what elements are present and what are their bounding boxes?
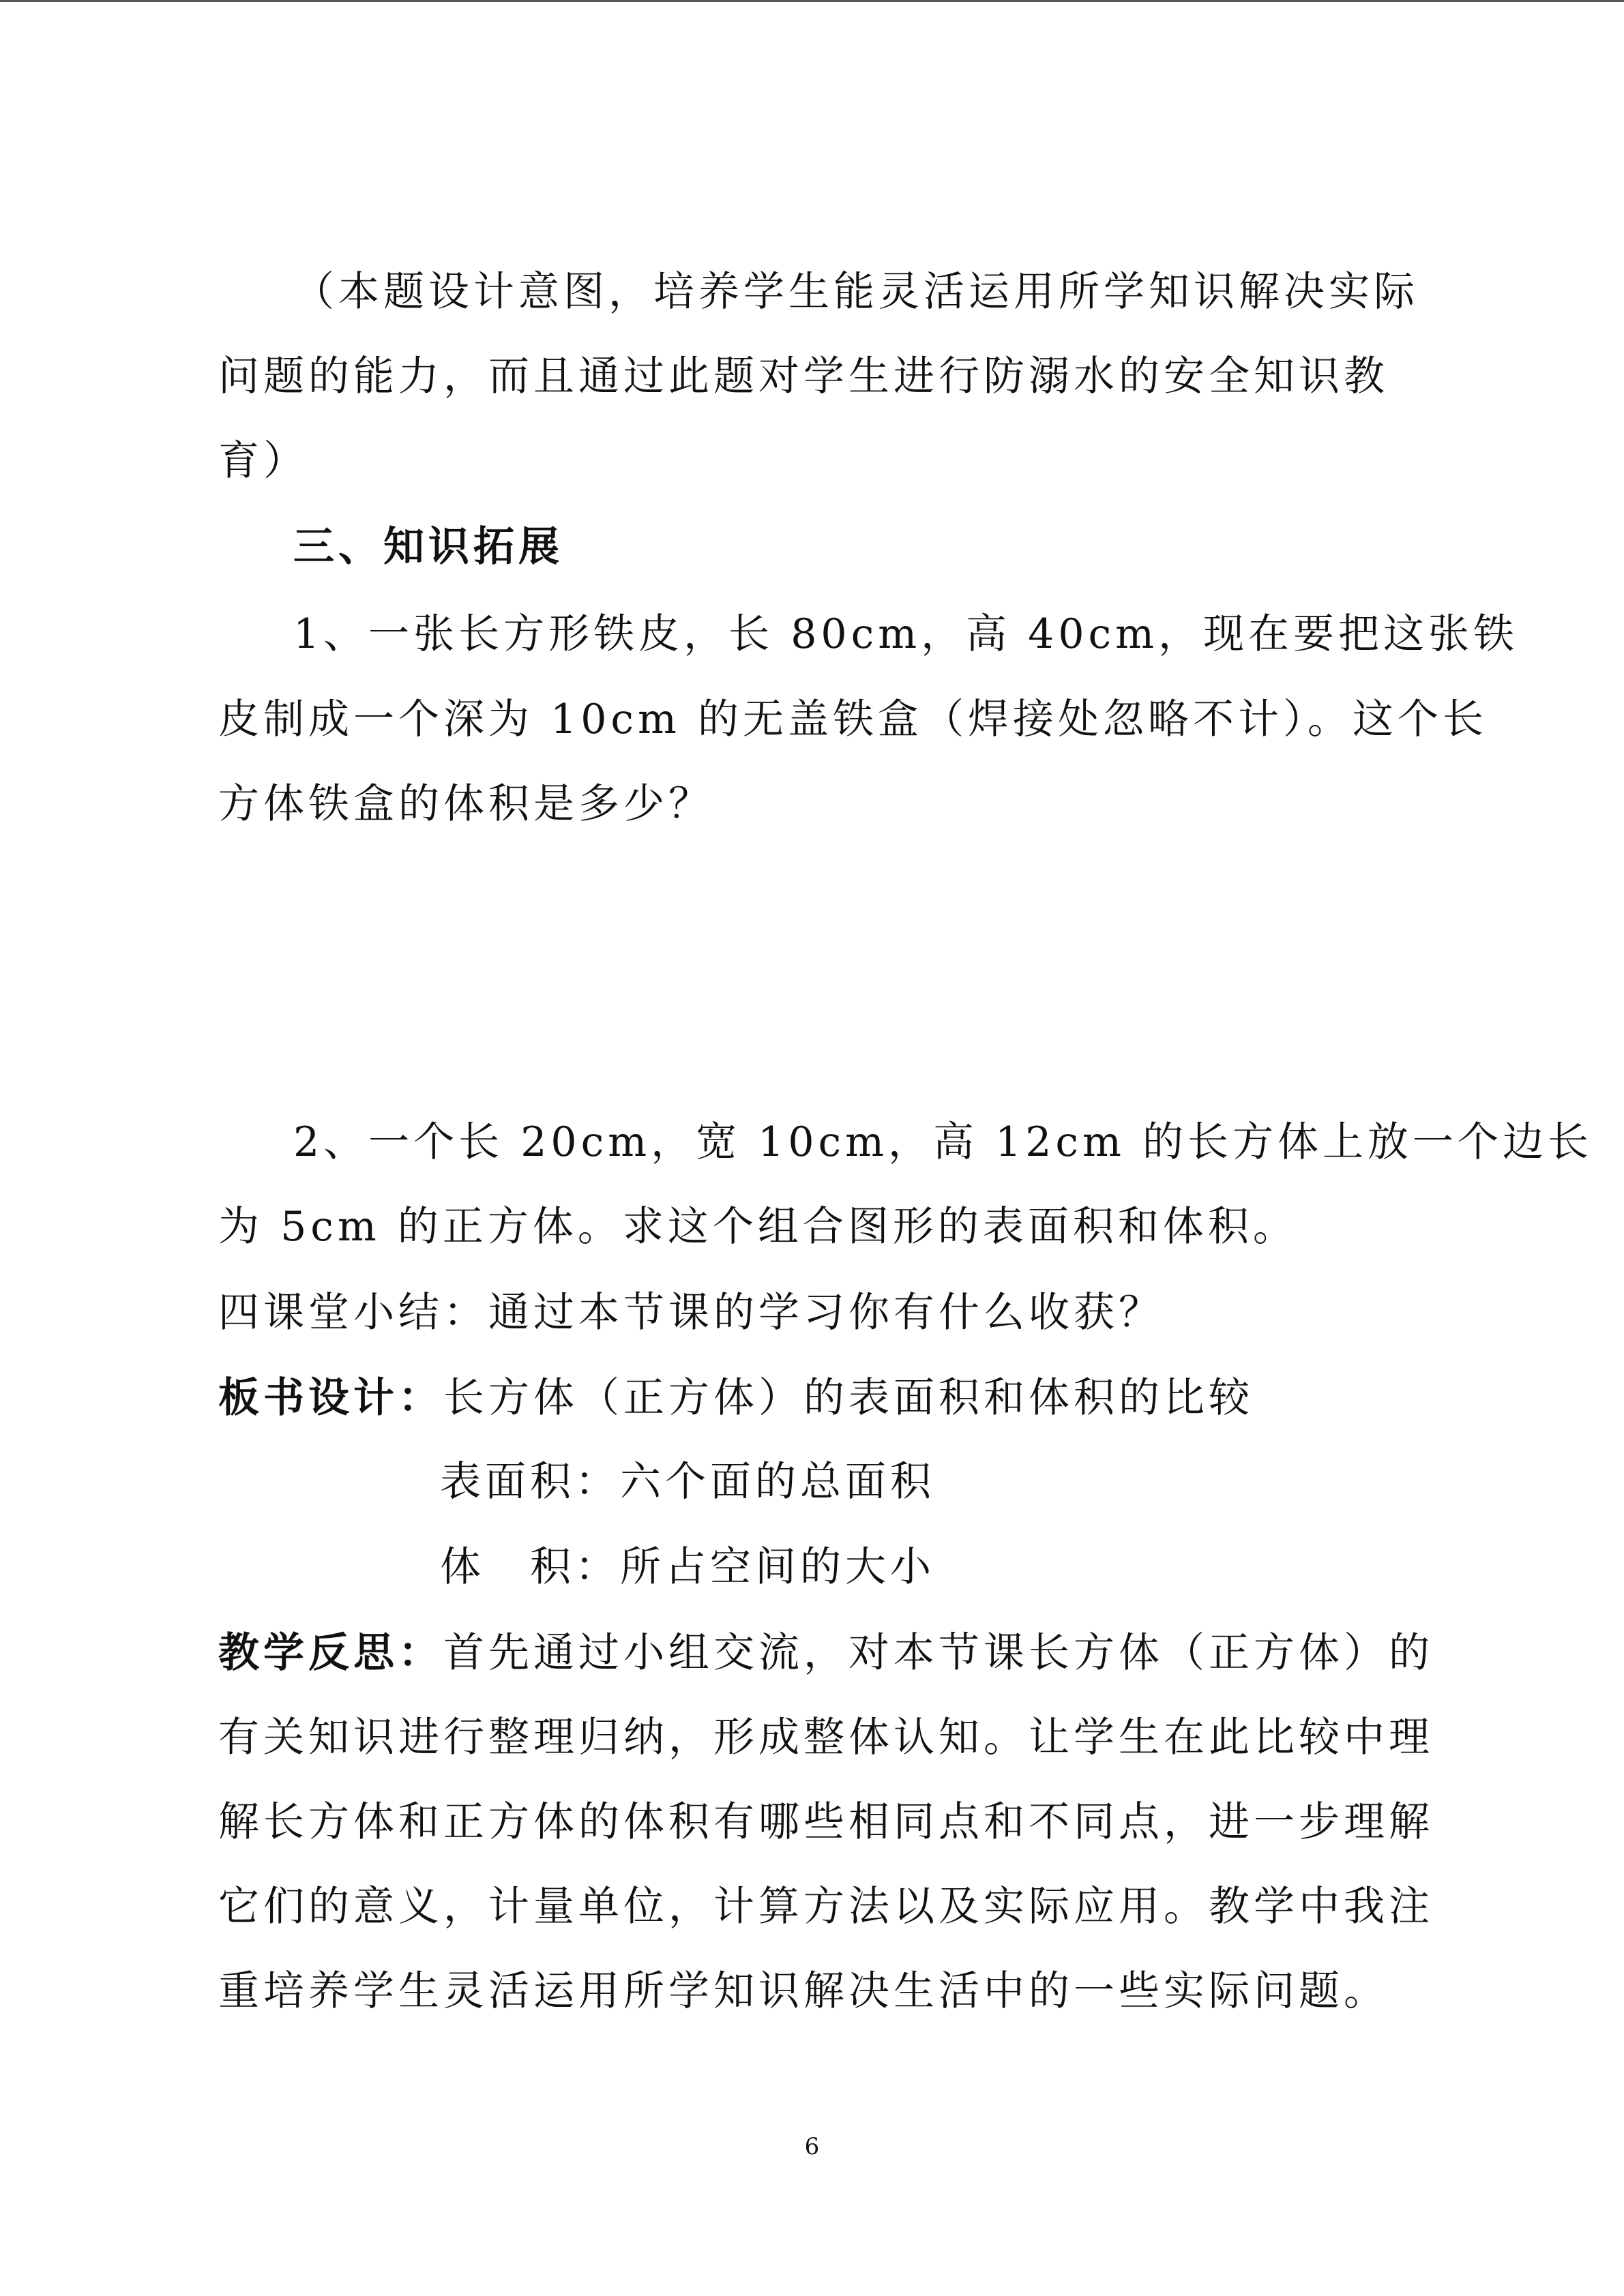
question-1-line-2: 皮制成一个深为 10cm 的无盖铁盒（焊接处忽略不计）。这个长 (218, 696, 1488, 743)
design-intent-line-2: 问题的能力，而且通过此题对学生进行防溺水的安全知识教 (218, 353, 1389, 400)
board-design-title-line (218, 1371, 1419, 1425)
board-design-title: 长方体（正方体）的表面积和体积的比较 (443, 1374, 1254, 1422)
reflection-line-1 (218, 1626, 1434, 1680)
reflection-line-5: 重培养学生灵活运用所学知识解决生活中的一些实际问题。 (218, 1967, 1389, 2015)
board-design-item-1: 表面积：六个面的总面积 (440, 1458, 935, 1506)
reflection-line-2: 有关知识进行整理归纳，形成整体认知。让学生在此比较中理 (218, 1714, 1434, 1761)
reflection-text-1: 首先通过小组交流，对本节课长方体（正方体）的 (443, 1629, 1434, 1677)
question-2-line-2: 为 5cm 的正方体。求这个组合图形的表面积和体积。 (218, 1203, 1298, 1251)
reflection-line-4: 它们的意义，计量单位，计算方法以及实际应用。教学中我注 (218, 1883, 1434, 1930)
design-intent-line-3: 育） (218, 437, 308, 485)
question-1-line-1: 1、一张长方形铁皮，长 80cm，高 40cm，现在要把这张铁 (293, 610, 1519, 658)
top-border (0, 0, 1624, 2)
page-number: 6 (804, 2133, 820, 2160)
question-1-line-3: 方体铁盒的体积是多少？ (218, 780, 713, 828)
reflection-label: 教学反思： (218, 1629, 443, 1677)
question-2-line-1: 2、一个长 20cm，宽 10cm，高 12cm 的长方体上放一个边长 (293, 1118, 1593, 1166)
board-design-label: 板书设计： (218, 1374, 443, 1422)
class-summary: 四课堂小结：通过本节课的学习你有什么收获？ (218, 1289, 1164, 1337)
reflection-line-3: 解长方体和正方体的体积有哪些相同点和不同点，进一步理解 (218, 1798, 1434, 1846)
board-design-item-2: 体 积：所占空间的大小 (440, 1543, 935, 1591)
section-heading-knowledge-extension: 三、知识拓展 (293, 523, 563, 571)
design-intent-line-1: （本题设计意图，培养学生能灵活运用所学知识解决实际 (293, 268, 1419, 316)
